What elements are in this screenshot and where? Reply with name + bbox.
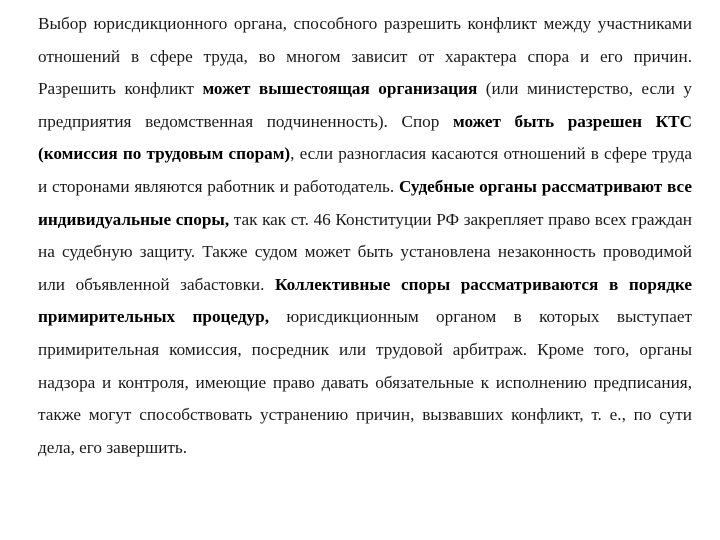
- emphasis-collective-disputes: Коллективные споры рассматриваются в порядке примирительных процедур,: [38, 274, 692, 327]
- emphasis-kts: может быть разрешен КТС (комиссия по трудовым спорам): [38, 111, 692, 164]
- text-segment-1: Выбор юрисдикционного органа, способного разрешить конфликт между участниками отношений в сфере труда, во многом зависит от характера спора и его причин. Разрешить конфликт: [38, 14, 692, 99]
- text-segment-4: так как ст. 46 Конституции РФ закрепляет право всех граждан на судебную защиту. Также судом может быть установлена незаконность проводимой или объявленной забастовки.: [38, 209, 693, 294]
- body-paragraph: [38, 8, 692, 464]
- text-segment-5: юрисдикционным органом в которых выступает примирительная комиссия, посредник или трудовой арбитраж. Кроме того, органы надзора и контроля, имеющие право давать обязательные к исполнению предписания, также могут способствовать устранению причин, вызвавших конфликт, т. е., по сути дела, его завершить.: [38, 307, 693, 457]
- text-segment-2: (или министерство, если у предприятия ведомственная подчиненность). Спор: [38, 79, 693, 131]
- emphasis-higher-organization: может вышестоящая организация: [202, 79, 478, 99]
- emphasis-courts: Судебные органы рассматривают все индивидуальные споры,: [38, 176, 692, 229]
- text-segment-3: , если разногласия касаются отношений в сфере труда и сторонами являются работник и работодатель.: [38, 144, 692, 196]
